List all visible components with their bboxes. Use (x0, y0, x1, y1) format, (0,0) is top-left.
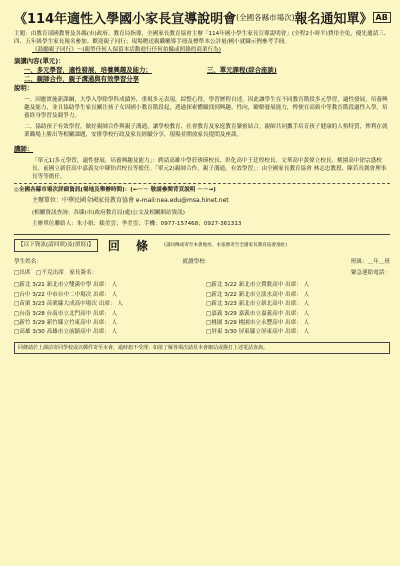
session-option[interactable]: □新北 3/23 新北市立新北高中 出席： 人 (206, 301, 310, 308)
unit-2: 二、親師合作，親子溝通與有效學習分享 (24, 74, 140, 83)
speakers-heading: 講師： (14, 144, 34, 153)
session-option[interactable]: □新竹 3/29 新竹縣立竹東高中 出席： 人 (14, 320, 118, 327)
session-option[interactable]: □新北 3/22 新北市立淡水高中 出席： 人 (206, 291, 310, 298)
attend-row (14, 269, 390, 277)
explain-2: 二、協助孩子有效學習，做好親師合作與親子溝通，讓學校教育、社會教育及家庭教育緊密結合，親師共同攜手培育孩子健康的人格特質，俾利在就業職場上勝出等相關課題，安排學校行政及家長經驗分享，現場並開放家長提問及座談。 (24, 124, 388, 139)
intro-text: 主題：由教育部國教署及各縣(市)政府、教育局指導，全國家長教育協會主辦「114年國小學生家長宣導說明會」(全程2小時半)費用全免，優先邀請三、四、五年級學生家長報名參加。歡迎親子同行；現場贈送親職輔導手冊及標準本公評量/國小就職示例參考手冊。 (14, 31, 390, 46)
explain-1: 一、因應實施新課綱，大學入學除學科成績外，重視多元表現，綜整心得，學習歷程自述，因此讓學生在不同教育階段多元學習，適性發展，培養興趣及能力，並且協助學生家長關注孩子女因國小教育階段起，透過探索體驗找到興趣、性向，瞭解發展能力，俾便在高級中等教育階段適性入學，培養終身學習及競爭力。 (24, 96, 388, 120)
reply-header (14, 237, 390, 254)
session-option[interactable]: □台中 3/22 中市台中二中場次 出席： 人 (14, 291, 118, 298)
title-main: 《114年適性入學國小家長宣導說明會 (14, 12, 237, 27)
title-tail: 報名通知單》 (294, 12, 373, 27)
session-option[interactable]: □新北 3/22 新北市立鶯歌高中 出席： 人 (206, 282, 310, 289)
reply-tag: 【以下資訊(請回填)及(填寫)】 (14, 239, 98, 251)
reply-footer: 回條請於上課前寄回學校或以郵件寄至本會，逾時恕不受理；如欲了解各場次請見本會網站或撥打上述電話查詢。 (14, 342, 390, 354)
student-name-field[interactable]: 學生姓名： (14, 259, 42, 266)
session-option[interactable]: □桃園 3/29 桃園市立永豐高中 出席： 人 (206, 320, 310, 327)
session-option[interactable]: □新北 3/21 新北市立雙溪中學 出席： 人 (14, 282, 118, 289)
content-heading: 演講內容(單元)： (14, 56, 65, 65)
session-option[interactable]: □高雄 3/30 高雄市立前鎮高中 出席： 人 (14, 329, 118, 336)
phone-field[interactable]: 緊急連絡電話： (350, 270, 390, 277)
reply-note: (請回傳或寄至本會地址、本張號寄至全國家長教育協會地址) (164, 242, 288, 248)
session-list (14, 281, 390, 337)
explain-heading: 說明： (14, 83, 34, 92)
contact-extra: (相關資訊查詢：各縣(市)政府教育局(處)公文及相關網站資訊) (32, 209, 185, 216)
promo-text: 《鼓勵親子同行》～(親勞任何人保留本活動進行任何拍攝或照錄的商業行為) (32, 47, 221, 54)
reply-title: 回 條 (107, 239, 155, 254)
divider (14, 234, 390, 235)
flyer-title (14, 8, 390, 27)
title-sub: (全國各縣市場次) (236, 13, 295, 22)
contact-line: 主辦單位聯絡人：朱小姐；賴美雲；季美雲；手機：0977-157468；0927-361313 (32, 220, 242, 227)
speakers-text: 「單元1)多元學習，適性發展，培養興趣及能力」：聘請高雄中學莊琇瑛校長、彰化高中王廷煌校長、文華高中黃偉立校長、桃園高中徐宗盛校長、前國立新莊高中嘉義女中陳怡君校長等擔任。「單元2)親師合作，親子溝通，有效學習」：由全國家長教育協會 林志忠教授、陳若長創會理事長等等擔任。 (32, 157, 387, 181)
unit-3: 三、單元課程(綜合座談) (207, 65, 277, 74)
sessions-info: ◎全國各縣市場次詳細資訊(場地及舉辦時間)：(←－－ 敬請參閱背頁說明 －－→) (14, 187, 216, 194)
divider (14, 183, 390, 184)
units-list (14, 66, 390, 84)
school-field[interactable]: 就讀學校： (182, 259, 211, 266)
session-option[interactable]: □苗栗 3/23 苗栗縣大成高中場次 出席： 人 (14, 301, 123, 308)
session-option[interactable]: □嘉義 3/29 嘉義市立嘉義高中 出席： 人 (206, 310, 310, 317)
grade-field[interactable]: 班級：＿年＿班 (350, 259, 390, 266)
attend-options[interactable]: □出席 □不克出席 家長簽名： (14, 270, 98, 277)
session-option[interactable]: □台南 3/28 台南市立北門高中 出席： 人 (14, 310, 118, 317)
organizer-line: 主辦單位：中華民國全國家長教育協會 e-mail:nea.edu@msa.hinet.net (32, 197, 229, 205)
flyer (14, 8, 390, 354)
reply-fields (14, 258, 390, 266)
unit-1: 一、多元學習，適性發展，培養興趣及能力； (24, 65, 152, 74)
session-option[interactable]: □屏東 3/30 屏東縣立屏東高中 出席： 人 (206, 329, 310, 336)
title-mark: AB (373, 12, 391, 23)
